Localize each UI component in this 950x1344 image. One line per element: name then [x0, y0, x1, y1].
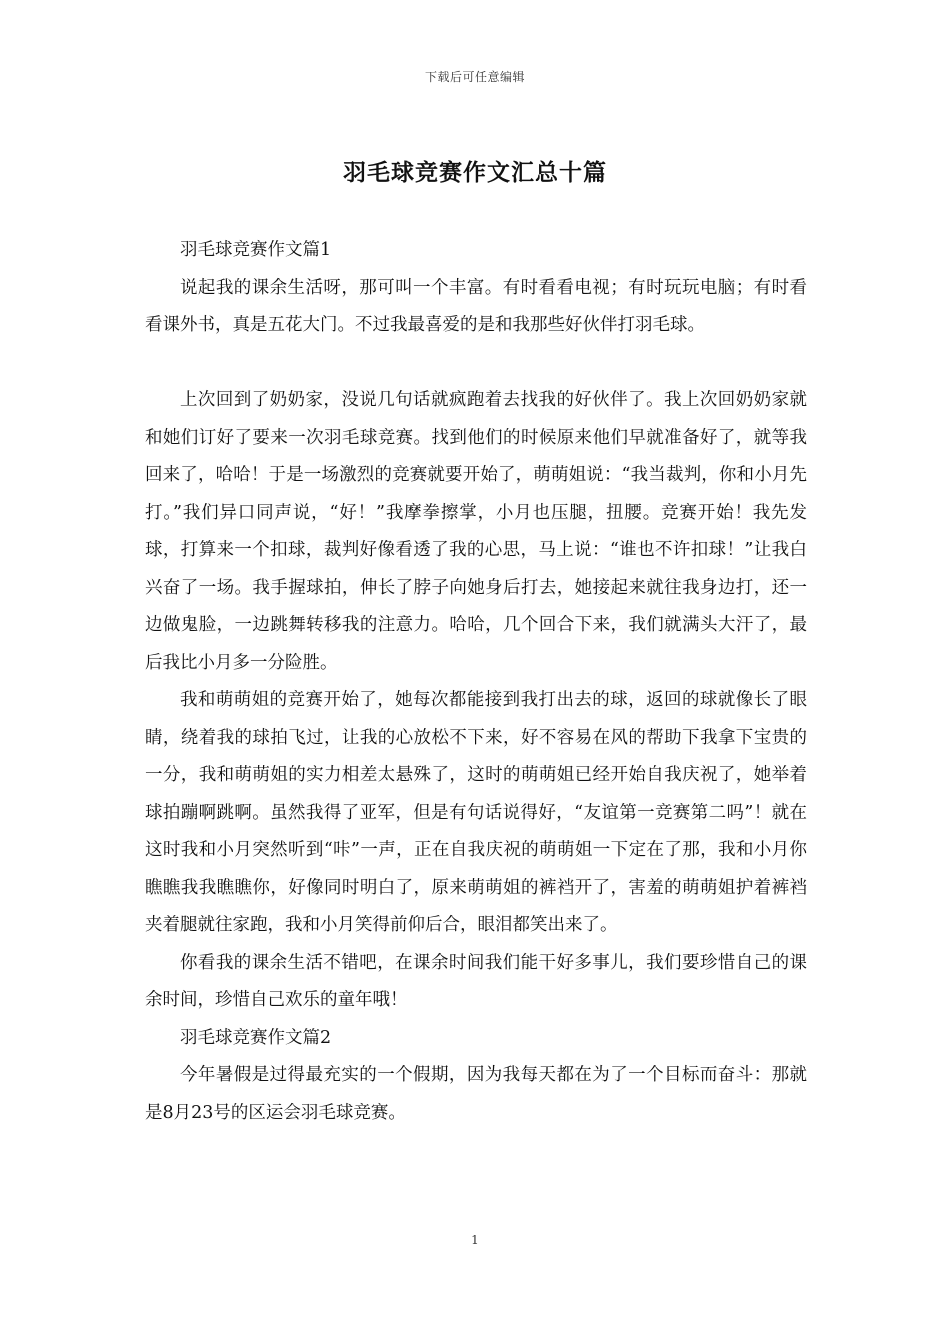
- paragraph: 说起我的课余生活呀，那可叫一个丰富。有时看看电视；有时玩玩电脑；有时看看课外书，真是五花大门。不过我最喜爱的是和我那些好伙伴打羽毛球。: [145, 277, 807, 335]
- section-heading-1: 羽毛球竞赛作文篇1: [180, 240, 332, 260]
- section-heading-2: 羽毛球竞赛作文篇2: [180, 1027, 332, 1048]
- paragraph: 上次回到了奶奶家，没说几句话就疯跑着去找我的好伙伴了。我上次回奶奶家就和她们订好了要来一次羽毛球竞赛。找到他们的时候原来他们早就准备好了，就等我回来了，哈哈！于是一场激烈的竞赛就要开始了，萌萌姐说：“我当裁判，你和小月先打。”我们异口同声说，“好！”我摩拳擦掌，小月也压腿，扭腰。竞赛开始！我先发球，打算来一个扣球，裁判好像看透了我的心思，马上说：“谁也不许扣球！”让我白兴奋了一场。我手握球拍，伸长了脖子向她身后打去，她接起来就往我身边打，还一边做鬼脸，一边跳舞转移我的注意力。哈哈，几个回合下来，我们就满头大汗了，最后我比小月多一分险胜。: [145, 390, 807, 673]
- paragraph: 我和萌萌姐的竞赛开始了，她每次都能接到我打出去的球，返回的球就像长了眼睛，绕着我的球拍飞过，让我的心放松不下来，好不容易在风的帮助下我拿下宝贵的一分，我和萌萌姐的实力相差太悬殊了，这时的萌萌姐已经开始自我庆祝了，她举着球拍蹦啊跳啊。虽然我得了亚军，但是有句话说得好，“友谊第一竞赛第二吗”！就在这时我和小月突然听到“咔”一声，正在自我庆祝的萌萌姐一下定在了那，我和小月你瞧瞧我我瞧瞧你，好像同时明白了，原来萌萌姐的裤裆开了，害羞的萌萌姐护着裤裆夹着腿就往家跑，我和小月笑得前仰后合，眼泪都笑出来了。: [145, 690, 807, 935]
- paragraph: 你看我的课余生活不错吧，在课余时间我们能干好多事儿，我们要珍惜自己的课余时间，珍惜自己欢乐的童年哦！: [145, 952, 807, 1010]
- paragraph-gap: [145, 345, 807, 383]
- header-note: 下载后可任意编辑: [424, 70, 525, 84]
- page-number: 1: [471, 1233, 479, 1247]
- document-title: 羽毛球竞赛作文汇总十篇: [343, 159, 607, 186]
- paragraph: 今年暑假是过得最充实的一个假期，因为我每天都在为了一个目标而奋斗：那就是8月23号的区运会羽毛球竞赛。: [145, 1065, 807, 1123]
- document-body: [145, 232, 807, 1132]
